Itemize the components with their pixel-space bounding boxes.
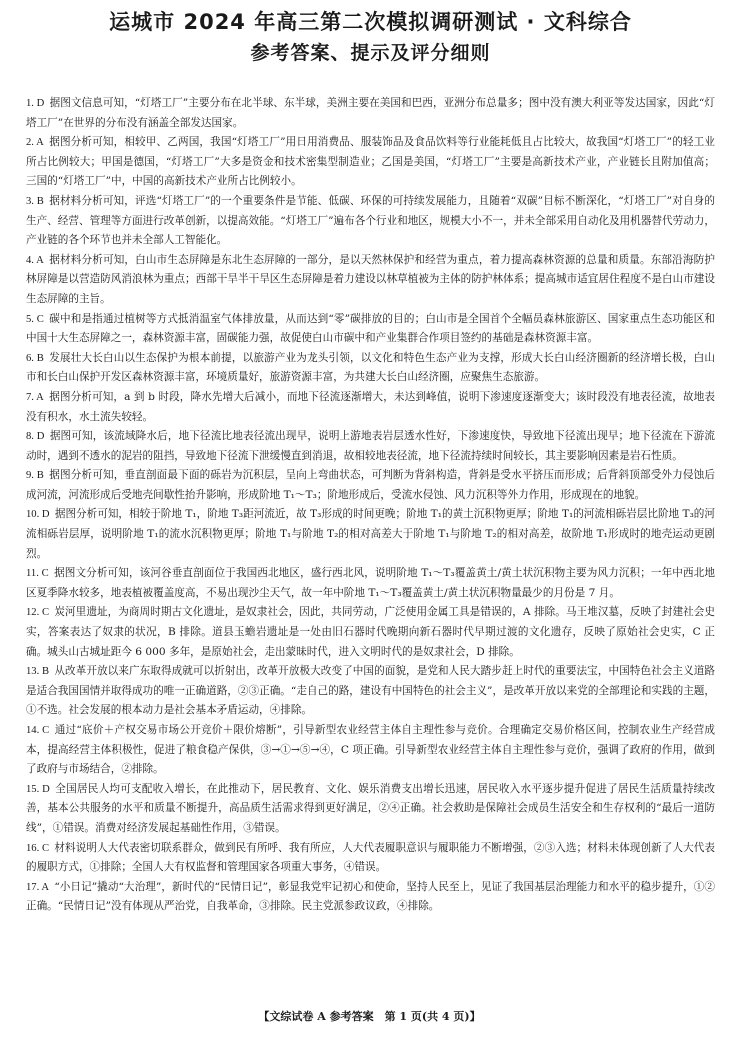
answer-explanation: 据图文信息可知，“灯塔工厂”主要分布在北半球、东半球，美洲主要在美国和巴西，亚洲分布总量多；图中没有澳大利亚等发达国家，因此“灯塔工厂”在世界的分布没有涵盖全部发达国家。 [26, 97, 715, 129]
answer-number: 8. D [26, 431, 45, 443]
page-subtitle: 参考答案、提示及评分细则 [250, 42, 491, 64]
answer-number: 16. C [26, 842, 50, 854]
answer-item [26, 427, 715, 466]
answer-explanation: 炭河里遗址，为商周时期古文化遗址，是奴隶社会，因此，共同劳动，广泛使用金属工具是错误的，A 排除。马王堆汉墓，反映了封建社会史实，答案表达了奴隶的状况，B 排除。道县玉蟾岩遗址是一处由旧石器时代晚期向新石器时代早期过渡的文化遗存，反映了原始社会史实，C 正确。城头山古城址距今 6 000 多年，是原始社会，走出蒙昧时代，进入文明时代的是奴隶社会，D 排除。 [26, 606, 715, 658]
page-footer: 【文综试卷 A 参考答案 第 1 页(共 4 页)】 [258, 1010, 481, 1023]
answer-list [26, 94, 715, 917]
answer-explanation: 全国居民人均可支配收入增长，在此推动下，居民教育、文化、娱乐消费支出增长迅速，居民收入水平逐步提升促进了居民生活质量持续改善，基本公共服务的水平和质量不断提升，高品质生活需求得到更好满足，②④正确。社会救助是保障社会成员生活安全和生存权利的“最后一道防线”，①错误。消费对经济发展起基础性作用，③错误。 [26, 782, 716, 834]
answer-number: 2. A [26, 137, 44, 149]
answer-item [26, 564, 715, 603]
answer-item [26, 878, 715, 917]
answer-item [26, 466, 715, 505]
page-title: 运城市 2024 年高三第二次模拟调研测试 · 文科综合 [109, 10, 632, 34]
answer-explanation: 据材料分析可知，白山市生态屏障是东北生态屏障的一部分，是以天然林保护和经营为重点，着力提高森林资源的总量和质量。东部沿海防护林屏障是以营造防风消浪林为重点；西部干旱半干旱区生态屏障是着力建设以林草植被为主体的防护林体系；提高城市适宜居住程度不是白山市建设生态屏障的主旨。 [26, 253, 715, 305]
answer-explanation: 碳中和是指通过植树等方式抵消温室气体排放量，从而达到“零”碳排放的目的；白山市是全国首个全幅员森林旅游区、国家重点生态功能区和中国十大生态屏障之一，森林资源丰富，固碳能力强，故促使白山市碳中和产业集群合作项目签约的基础是森林资源丰富。 [26, 312, 715, 345]
answer-item [26, 388, 715, 427]
answer-explanation: 据图可知，该流域降水后，地下径流比地表径流出现早，说明上游地表岩层透水性好，下渗速度快，导致地下径流出现早；地下径流在下游流动时，遇到不透水的泥岩的阻挡，导致地下径流下泄缓慢直到消退，故相较地表径流，地下径流持续时间较长，其主要影响因素是岩石性质。 [26, 430, 715, 462]
answer-number: 15. D [26, 783, 50, 795]
answer-item [26, 133, 715, 192]
answer-item [26, 721, 715, 780]
answer-number: 3. B [26, 195, 44, 207]
answer-number: 7. A [26, 391, 44, 403]
answer-explanation: 据图文分析可知，该河谷垂直剖面位于我国西北地区，盛行西北风，说明阶地 T₁～T₃覆盖黄土/黄土状沉积物主要为风力沉积；一年中西北地区夏季降水较多，地表植被覆盖度高，不易出现沙尘天气，故一年中阶地 T₁～T₃覆盖黄土/黄土状沉积物量最少的月份是 7 月。 [26, 567, 715, 599]
answer-number: 4. A [26, 254, 44, 266]
answer-item [26, 662, 715, 721]
answer-number: 17. A [26, 881, 50, 893]
answer-explanation: 发展壮大长白山以生态保护为根本前提，以旅游产业为龙头引领，以文化和特色生态产业为支撑，形成大长白山经济圈新的经济增长极，白山市和长白山保护开发区森林资源丰富，环境质量好，旅游资源丰富，为共建大长白山经济圈，应聚焦生态旅游。 [26, 351, 715, 384]
answer-item [26, 505, 715, 564]
answer-item [26, 251, 715, 310]
answer-item [26, 310, 715, 349]
answer-number: 1. D [26, 98, 45, 109]
answer-explanation: 材料说明人大代表密切联系群众，做到民有所呼、我有所应，人大代表履职意识与履职能力不断增强，②③入选；材料未体现创新了人大代表的履职方式，①排除；全国人大有权监督和管理国家各项重大事务，④错误。 [26, 841, 715, 874]
answer-item [26, 839, 715, 878]
answer-explanation: “小日记”撬动“大治理”，新时代的“民情日记”，彰显我党牢记初心和使命，坚持人民至上，见证了我国基层治理能力和水平的稳步提升，①②正确。“民情日记”没有体现从严治党，自我革命，③排除。民主党派参政议政，④排除。 [26, 880, 715, 913]
answer-item [26, 94, 715, 133]
answer-explanation: 通过“底价＋产权交易市场公开竞价＋限价熔断”，引导新型农业经营主体自主理性参与竞价。合理确定交易价格区间，控制农业生产经营成本，提高经营主体积极性，促进了粮食稳产保供，③→①→⑤→④，C 项正确。引导新型农业经营主体自主理性参与竞价，强调了政府的作用，做到了政府与市场结合，②排除。 [26, 724, 715, 776]
answer-number: 11. C [26, 568, 49, 580]
answer-item [26, 603, 715, 662]
answer-number: 10. D [26, 509, 50, 521]
answer-explanation: 据材料分析可知，评选“灯塔工厂”的一个重要条件是节能、低碳、环保的可持续发展能力，且随着“双碳”目标不断深化，“灯塔工厂”对自身的生产、经营、管理等方面进行改革创新，以提高效能。“灯塔工厂”遍布各个行业和地区，规模大小不一，并未全部采用自动化及用机器替代劳动力，产业链的各个环节也并未全部人工智能化。 [26, 194, 715, 247]
answer-explanation: 据图分析可知，a 到 b 时段，降水先增大后减小，而地下径流逐渐增大，未达到峰值，说明下渗速度逐渐变大；该时段没有地表径流，故地表没有积水，水土流失较轻。 [26, 390, 715, 423]
answer-number: 9. B [26, 470, 44, 482]
answer-number: 13. B [26, 666, 50, 678]
answer-explanation: 据图分析可知，垂直剖面最下面的砾岩为沉积层，呈向上弯曲状态，可判断为背斜构造，背斜是受水平挤压而形成；后背斜顶部受外力侵蚀后成河流，河流形成后受地壳间歇性抬升影响，形成阶地 T₁～T₃；阶地形成后，受流水侵蚀、风力沉积等外力作用，形成现在的地貌。 [26, 469, 715, 501]
answer-number: 6. B [26, 352, 44, 364]
answer-number: 12. C [26, 607, 50, 619]
answer-explanation: 据图分析可知，相较于阶地 T₁，阶地 T₃距河流近，故 T₃形成的时间更晚；阶地 T₁的黄土沉积物更厚；阶地 T₁的河流相砾岩层比阶地 T₃的河流相砾岩层厚，说明阶地 T₁的流水沉积物更厚；阶地 T₁与阶地 T₂的相对高差大于阶地 T₁与阶地 T₂的相对高差，故阶地 T₁形成时的地壳运动更剧烈。 [26, 508, 715, 560]
answer-explanation: 从改革开放以来广东取得成就可以折射出，改革开放极大改变了中国的面貌，是党和人民大踏步赶上时代的重要法宝，中国特色社会主义道路是适合我国国情并取得成功的唯一正确道路，②③正确。“走自己的路，建设有中国特色的社会主义”，是改革开放以来党的全部理论和实践的主题，①不选。社会发展的根本动力是社会基本矛盾运动，④排除。 [26, 665, 715, 717]
answer-explanation: 据图分析可知，相较甲、乙两国，我国“灯塔工厂”用日用消费品、服装饰品及食品饮料等行业能耗低且占比较大，故我国“灯塔工厂”的轻工业所占比例较大；甲国是德国，“灯塔工厂”大多是资金和技术密集型制造业；乙国是美国，“灯塔工厂”主要是高新技术产业，产业链长且附加值高；三国的“灯塔工厂”中，中国的高新技术产业所占比例较小。 [26, 136, 715, 188]
answer-number: 14. C [26, 725, 50, 736]
answer-item [26, 349, 715, 388]
answer-item [26, 780, 715, 839]
answer-item [26, 192, 715, 251]
answer-number: 5. C [26, 313, 44, 325]
